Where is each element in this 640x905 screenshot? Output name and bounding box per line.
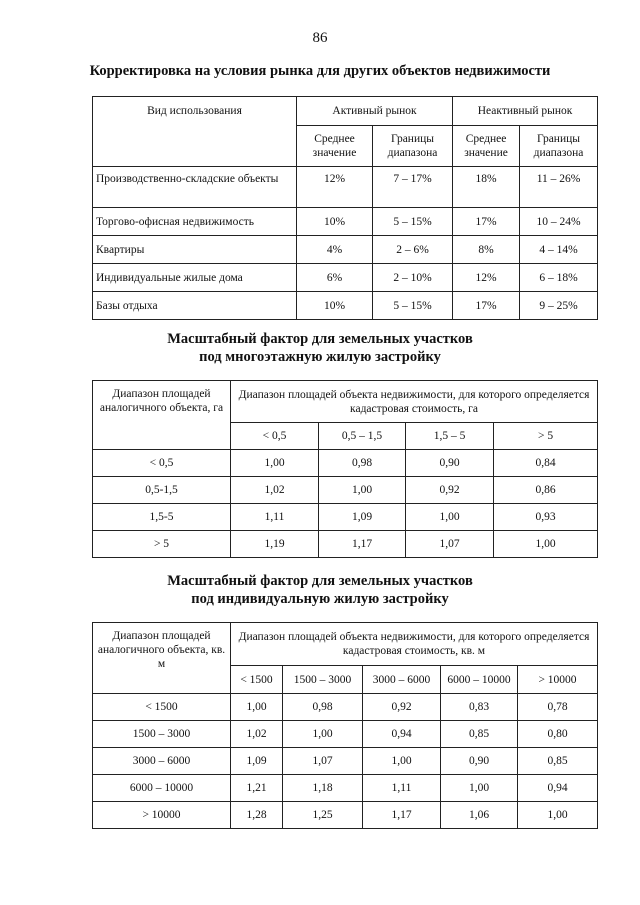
cell-active-range: 2 – 10% xyxy=(373,264,453,292)
row-label: > 5 xyxy=(93,531,231,558)
table-cell: 1,00 xyxy=(518,802,598,829)
column-header: 1,5 – 5 xyxy=(406,423,494,450)
corner-header: Диапазон площадей аналогичного объекта, кв. м xyxy=(93,623,231,694)
individual-scale-title xyxy=(0,572,640,608)
cell-inactive-range: 11 – 26% xyxy=(520,167,598,208)
table-cell: 0,90 xyxy=(406,450,494,477)
row-label: Производственно-складские объекты xyxy=(93,167,297,208)
cell-active-mean: 10% xyxy=(297,208,373,236)
table-cell: 0,83 xyxy=(441,694,518,721)
table-row xyxy=(93,477,598,504)
individual-scale-table xyxy=(92,622,598,829)
market-adjustment-title-text: Корректировка на условия рынка для других объектов недвижимости xyxy=(89,63,551,79)
multistorey-scale-title-line1: Масштабный фактор для земельных участков xyxy=(167,331,473,347)
table-cell: 1,07 xyxy=(406,531,494,558)
cell-inactive-mean: 12% xyxy=(453,264,520,292)
table-row xyxy=(93,775,598,802)
row-label: 1500 – 3000 xyxy=(93,721,231,748)
individual-scale-title-line1: Масштабный фактор для земельных участков xyxy=(167,573,473,589)
cell-inactive-mean: 8% xyxy=(453,236,520,264)
col-header-active-market: Активный рынок xyxy=(297,97,453,126)
span-header: Диапазон площадей объекта недвижимости, для которого определяется кадастровая стоимость, га xyxy=(231,381,598,423)
row-label: Квартиры xyxy=(93,236,297,264)
table-row xyxy=(93,504,598,531)
table-cell: 1,02 xyxy=(231,721,283,748)
table-cell: 0,90 xyxy=(441,748,518,775)
table-cell: 1,00 xyxy=(231,450,319,477)
table-cell: 1,09 xyxy=(231,748,283,775)
span-header: Диапазон площадей объекта недвижимости, для которого определяется кадастровая стоимость, кв. м xyxy=(231,623,598,666)
table-cell: 0,94 xyxy=(363,721,441,748)
table-cell: 1,00 xyxy=(363,748,441,775)
cell-inactive-range: 6 – 18% xyxy=(520,264,598,292)
table-cell: 0,98 xyxy=(319,450,406,477)
table-row xyxy=(93,167,598,208)
row-label: < 1500 xyxy=(93,694,231,721)
col-header-inactive-market: Неактивный рынок xyxy=(453,97,598,126)
table-cell: 1,00 xyxy=(494,531,598,558)
cell-inactive-range: 4 – 14% xyxy=(520,236,598,264)
row-label: < 0,5 xyxy=(93,450,231,477)
column-header: 0,5 – 1,5 xyxy=(319,423,406,450)
table-row xyxy=(93,292,598,320)
cell-active-range: 7 – 17% xyxy=(373,167,453,208)
row-label: Базы отдыха xyxy=(93,292,297,320)
cell-inactive-range: 10 – 24% xyxy=(520,208,598,236)
column-header: > 5 xyxy=(494,423,598,450)
sub-header-active-range: Границы диапазона xyxy=(373,126,453,167)
column-header: < 0,5 xyxy=(231,423,319,450)
market-adjustment-table xyxy=(92,96,598,320)
table-cell: 0,85 xyxy=(441,721,518,748)
table-cell: 0,78 xyxy=(518,694,598,721)
cell-inactive-range: 9 – 25% xyxy=(520,292,598,320)
table-cell: 0,98 xyxy=(283,694,363,721)
page-number: 86 xyxy=(312,30,328,46)
column-header: < 1500 xyxy=(231,666,283,694)
table-cell: 1,11 xyxy=(231,504,319,531)
table-cell: 1,11 xyxy=(363,775,441,802)
table-cell: 1,07 xyxy=(283,748,363,775)
column-header: > 10000 xyxy=(518,666,598,694)
cell-active-mean: 4% xyxy=(297,236,373,264)
row-label: 6000 – 10000 xyxy=(93,775,231,802)
col-header-use: Вид использования xyxy=(93,97,297,167)
table-cell: 1,02 xyxy=(231,477,319,504)
table-cell: 1,28 xyxy=(231,802,283,829)
cell-active-mean: 10% xyxy=(297,292,373,320)
cell-active-range: 5 – 15% xyxy=(373,292,453,320)
table-cell: 0,92 xyxy=(406,477,494,504)
table-row xyxy=(93,450,598,477)
table-cell: 0,86 xyxy=(494,477,598,504)
table-cell: 1,09 xyxy=(319,504,406,531)
table-cell: 1,18 xyxy=(283,775,363,802)
market-adjustment-title xyxy=(0,62,640,80)
table-cell: 0,92 xyxy=(363,694,441,721)
table-cell: 1,17 xyxy=(363,802,441,829)
table-cell: 1,25 xyxy=(283,802,363,829)
individual-scale-title-line2: под индивидуальную жилую застройку xyxy=(191,591,449,607)
cell-inactive-mean: 17% xyxy=(453,208,520,236)
cell-active-range: 2 – 6% xyxy=(373,236,453,264)
multistorey-scale-table xyxy=(92,380,598,558)
cell-active-mean: 12% xyxy=(297,167,373,208)
sub-header-inactive-range: Границы диапазона xyxy=(520,126,598,167)
multistorey-scale-title-line2: под многоэтажную жилую застройку xyxy=(199,349,441,365)
table-row xyxy=(93,748,598,775)
multistorey-scale-title xyxy=(0,330,640,366)
column-header: 6000 – 10000 xyxy=(441,666,518,694)
table-cell: 0,80 xyxy=(518,721,598,748)
table-row xyxy=(93,236,598,264)
table-cell: 1,17 xyxy=(319,531,406,558)
table-cell: 0,94 xyxy=(518,775,598,802)
corner-header: Диапазон площадей аналогичного объекта, га xyxy=(93,381,231,450)
row-label: Индивидуальные жилые дома xyxy=(93,264,297,292)
cell-active-range: 5 – 15% xyxy=(373,208,453,236)
table-cell: 1,19 xyxy=(231,531,319,558)
cell-inactive-mean: 18% xyxy=(453,167,520,208)
table-row xyxy=(93,721,598,748)
cell-inactive-mean: 17% xyxy=(453,292,520,320)
table-row xyxy=(93,694,598,721)
table-cell: 1,06 xyxy=(441,802,518,829)
sub-header-active-mean: Среднее значение xyxy=(297,126,373,167)
row-label: 0,5-1,5 xyxy=(93,477,231,504)
column-header: 3000 – 6000 xyxy=(363,666,441,694)
table-cell: 0,93 xyxy=(494,504,598,531)
sub-header-inactive-mean: Среднее значение xyxy=(453,126,520,167)
table-cell: 1,21 xyxy=(231,775,283,802)
table-cell: 1,00 xyxy=(406,504,494,531)
table-cell: 1,00 xyxy=(231,694,283,721)
table-row xyxy=(93,531,598,558)
table-row xyxy=(93,208,598,236)
row-label: > 10000 xyxy=(93,802,231,829)
table-row xyxy=(93,802,598,829)
row-label: Торгово-офисная недвижимость xyxy=(93,208,297,236)
table-cell: 0,84 xyxy=(494,450,598,477)
cell-active-mean: 6% xyxy=(297,264,373,292)
table-row xyxy=(93,264,598,292)
table-cell: 0,85 xyxy=(518,748,598,775)
column-header: 1500 – 3000 xyxy=(283,666,363,694)
row-label: 3000 – 6000 xyxy=(93,748,231,775)
table-cell: 1,00 xyxy=(441,775,518,802)
row-label: 1,5-5 xyxy=(93,504,231,531)
table-cell: 1,00 xyxy=(319,477,406,504)
table-cell: 1,00 xyxy=(283,721,363,748)
